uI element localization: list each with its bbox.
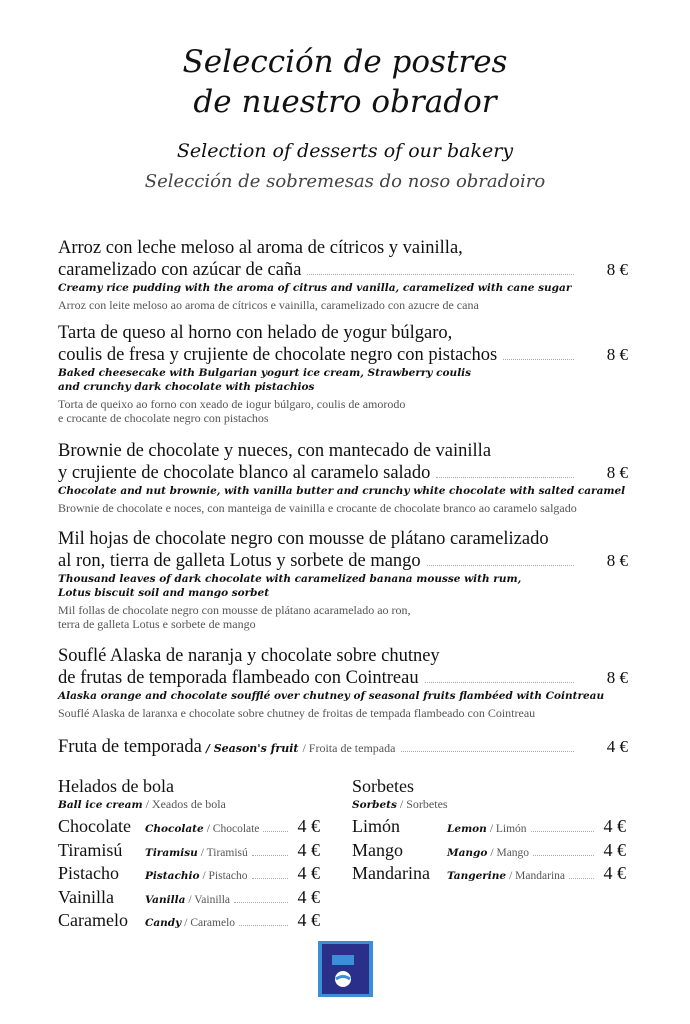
dessert-item xyxy=(58,645,628,720)
dessert-item xyxy=(58,237,628,312)
dot-leader xyxy=(252,877,288,879)
dessert-price: 8 € xyxy=(606,260,628,279)
flavor-price: 4 € xyxy=(297,839,320,860)
helados-row xyxy=(58,863,320,887)
flavor-en: Tangerine xyxy=(447,870,507,882)
dot-leader xyxy=(427,564,574,566)
dessert-item xyxy=(58,440,628,515)
flavor-en: Vanilla xyxy=(145,893,186,906)
dot-leader xyxy=(569,877,594,879)
dessert-gl: Souflé Alaska de laranxa e chocolate sobre chutney de froitas de tempada flambeado con Cointreau xyxy=(58,706,536,720)
helados-subtitle: Ball ice cream / Xeados de bola xyxy=(58,797,226,811)
sorbetes-title: Sorbetes xyxy=(352,776,414,796)
sorbetes-row xyxy=(352,816,626,840)
helados-section xyxy=(58,776,320,934)
dot-leader xyxy=(533,854,593,856)
flavor-name: Caramelo xyxy=(58,910,128,930)
bakery-logo-icon xyxy=(318,941,373,997)
helados-row xyxy=(58,887,320,911)
dessert-en: Chocolate and nut brownie, with vanilla butter and crunchy white chocolate with salted caramel xyxy=(58,485,626,497)
dessert-name-line1: Arroz con leche meloso al aroma de cítricos y vainilla, xyxy=(58,238,463,258)
flavor-price: 4 € xyxy=(297,910,320,930)
dessert-name-line1: Souflé Alaska de naranja y chocolate sobre chutney xyxy=(58,646,440,666)
flavor-en: Pistachio xyxy=(145,870,200,882)
flavor-price: 4 € xyxy=(603,839,626,860)
dessert-name-line2: al ron, tierra de galleta Lotus y sorbete de mango xyxy=(58,551,421,571)
dessert-gl: e crocante de chocolate negro con pistachos xyxy=(58,411,269,425)
flavor-name: Mango xyxy=(352,839,403,860)
dessert-en: Creamy rice pudding with the aroma of citrus and vanilla, caramelized with cane sugar xyxy=(58,282,572,294)
flavor-name: Vainilla xyxy=(58,886,114,907)
dessert-name-line2: coulis de fresa y crujiente de chocolate negro con pistachos xyxy=(58,345,498,365)
dessert-en: Alaska orange and chocolate soufflé over chutney of seasonal fruits flambéed with Cointreau xyxy=(58,690,605,702)
dot-leader xyxy=(252,854,288,856)
dessert-name-line1: Brownie de chocolate y nueces, con mantecado de vainilla xyxy=(58,441,492,461)
flavor-price: 4 € xyxy=(297,886,320,907)
dessert-name-line1: Mil hojas de chocolate negro con mousse de plátano caramelizado xyxy=(58,529,549,549)
dot-leader xyxy=(531,830,594,832)
flavor-gl: / Limón xyxy=(489,823,527,835)
dessert-en: Thousand leaves of dark chocolate with caramelized banana mousse with rum, xyxy=(58,573,522,585)
menu-title xyxy=(0,42,690,122)
flavor-name: Chocolate xyxy=(58,816,131,836)
dessert-en: and crunchy dark chocolate with pistachios xyxy=(58,381,315,393)
subtitle-en: Selection of desserts of our bakery xyxy=(176,140,514,162)
flavor-price: 4 € xyxy=(603,863,626,883)
flavor-price: 4 € xyxy=(603,816,626,836)
flavor-name: Pistacho xyxy=(58,863,119,883)
flavor-gl: / Mango xyxy=(490,846,530,859)
fruta-item xyxy=(58,736,628,758)
title-line-2: de nuestro obrador xyxy=(193,84,497,120)
dessert-name-line2: de frutas de temporada flambeado con Cointreau xyxy=(58,668,419,688)
dessert-price: 8 € xyxy=(606,668,628,687)
dessert-gl: Brownie de chocolate e noces, con manteiga de vainilla e crocante de chocolate branco ao caramelo salgado xyxy=(58,501,577,515)
sorbetes-row xyxy=(352,840,626,864)
dot-leader xyxy=(307,273,574,275)
sorbetes-row xyxy=(352,863,626,887)
dessert-gl: Mil follas de chocolate negro con mousse de plátano acaramelado ao ron, xyxy=(58,603,411,617)
sorbetes-subtitle: Sorbets / Sorbetes xyxy=(352,797,448,811)
dessert-price: 8 € xyxy=(606,551,628,570)
fruta-name: Fruta de temporada xyxy=(58,737,202,757)
dessert-en: Lotus biscuit soil and mango sorbet xyxy=(58,587,270,599)
helados-row xyxy=(58,840,320,864)
dessert-item xyxy=(58,322,628,425)
flavor-gl: / Mandarina xyxy=(509,870,565,882)
dessert-gl: terra de galleta Lotus e sorbete de mango xyxy=(58,617,256,631)
subtitle-gl: Selección de sobremesas do noso obradoiro xyxy=(144,171,546,192)
dessert-gl: Torta de queixo ao forno con xeado de iogur búlgaro, coulis de amorodo xyxy=(58,397,406,411)
flavor-en: Tiramisu xyxy=(145,846,198,859)
flavor-en: Mango xyxy=(447,846,488,859)
dot-leader xyxy=(425,681,574,683)
helados-row xyxy=(58,910,320,934)
dot-leader xyxy=(503,358,574,360)
dot-leader xyxy=(263,830,287,832)
sorbetes-section xyxy=(352,776,626,887)
dessert-name-line1: Tarta de queso al horno con helado de yogur búlgaro, xyxy=(58,323,453,343)
flavor-en: Lemon xyxy=(447,823,487,835)
dot-leader xyxy=(239,924,287,926)
flavor-gl: / Caramelo xyxy=(184,917,236,929)
dessert-name-line2: caramelizado con azúcar de caña xyxy=(58,260,302,280)
fruta-gl: / Froita de tempada xyxy=(302,741,396,755)
fruta-en: / Season's fruit xyxy=(205,742,299,755)
dessert-item xyxy=(58,528,628,631)
helados-title: Helados de bola xyxy=(58,776,174,796)
helados-row xyxy=(58,816,320,840)
flavor-en: Candy xyxy=(145,917,182,929)
dot-leader xyxy=(401,750,574,752)
dot-leader xyxy=(436,476,574,478)
flavor-name: Mandarina xyxy=(352,863,430,883)
dessert-name-line2: y crujiente de chocolate blanco al caramelo salado xyxy=(58,463,431,483)
flavor-gl: / Pistacho xyxy=(202,870,248,882)
flavor-gl: / Chocolate xyxy=(206,823,260,835)
flavor-en: Chocolate xyxy=(145,823,204,835)
flavor-gl: / Vainilla xyxy=(188,893,231,906)
dot-leader xyxy=(234,901,287,903)
dessert-price: 8 € xyxy=(606,345,628,364)
dessert-gl: Arroz con leite meloso ao aroma de cítricos e vainilla, caramelizado con azucre de cana xyxy=(58,298,479,312)
dessert-en: Baked cheesecake with Bulgarian yogurt ice cream, Strawberry coulis xyxy=(58,367,472,379)
flavor-name: Tiramisú xyxy=(58,839,123,860)
dessert-price: 8 € xyxy=(606,463,628,482)
title-line-1: Selección de postres xyxy=(182,44,508,80)
fruta-price: 4 € xyxy=(606,737,628,756)
flavor-price: 4 € xyxy=(297,816,320,836)
flavor-name: Limón xyxy=(352,816,400,836)
flavor-price: 4 € xyxy=(297,863,320,883)
flavor-gl: / Tiramisú xyxy=(200,846,248,859)
